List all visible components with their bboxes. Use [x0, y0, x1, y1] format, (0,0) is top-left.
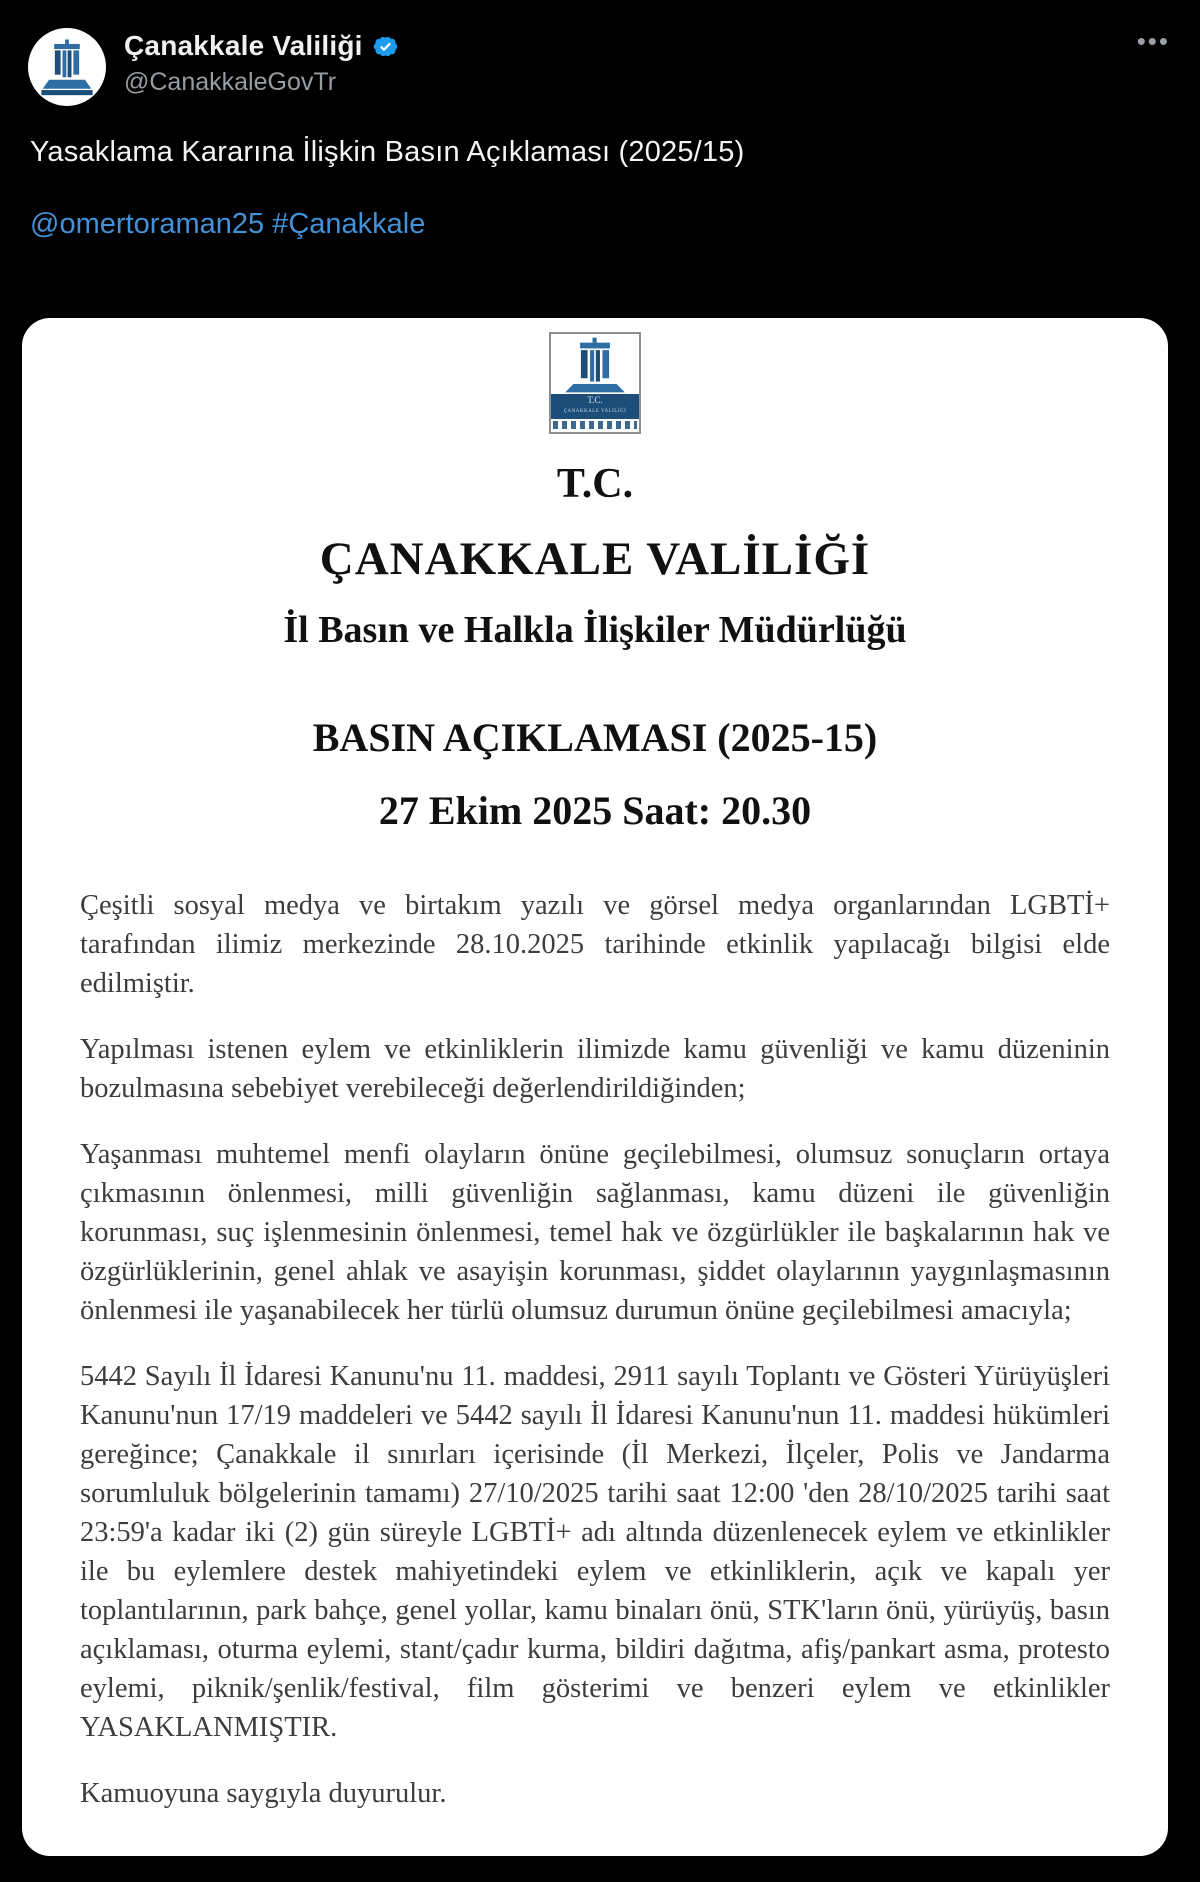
avatar[interactable]	[28, 28, 106, 106]
author-name[interactable]: Çanakkale Valiliği	[124, 30, 363, 61]
tweet-header	[28, 28, 1172, 106]
doc-paragraph: 5442 Sayılı İl İdaresi Kanunu'nu 11. maddesi, 2911 sayılı Toplantı ve Gösteri Yürüyüşleri Kanunu'nun 17/19 maddeleri ve 5442 sayılı İl İdaresi Kanunu'nun 11. maddesi hükümleri gereğince; Çanakkale il sınırları içerisinde (İl Merkezi, İlçeler, Polis ve Jandarma sorumluluk bölgelerinin tamamı) 27/10/2025 tarihi saat 12:00 'den 28/10/2025 tarihi saat 23:59'a kadar iki (2) gün süreyle LGBTİ+ adı altında düzenlenecek eylem ve etkinlikler ile bu eylemlere destek mahiyetindeki eylem ve etkinliklerin, açık ve kapalı yer toplantılarının, park bahçe, genel yollar, kamu binaları önü, STK'ların önü, yürüyüş, basın açıklaması, oturma eylemi, stant/çadır kurma, bildiri dağıtma, afiş/pankart asma, protesto eylemi, piknik/şenlik/festival, film gösterimi ve benzeri eylem ve etkinlikler YASAKLANMIŞTIR.	[80, 1361, 1110, 1743]
doc-paragraph: Yapılması istenen eylem ve etkinliklerin ilimizde kamu güvenliği ve kamu düzeninin bozulmasına sebebiyet verebileceği değerlendirildiğinden;	[80, 1034, 1110, 1104]
author-block	[124, 28, 399, 97]
doc-heading-department: İl Basın ve Halkla İlişkiler Müdürlüğü	[283, 609, 907, 651]
doc-paragraph: Kamuoyuna saygıyla duyurulur.	[80, 1778, 447, 1809]
seal-band	[551, 394, 639, 419]
seal-caption: ÇANAKKALE VALİLİĞİ	[563, 409, 627, 414]
hashtag-link[interactable]: #Çanakkale	[272, 208, 426, 240]
more-options-icon[interactable]: •••	[1136, 26, 1170, 56]
seal-tc-label: T.C.	[587, 395, 603, 405]
doc-paragraph: Yaşanması muhtemel menfi olayların önüne geçilebilmesi, olumsuz sonuçların ortaya çıkmasının önlenmesi, milli güvenliğin sağlanması, kamu düzeni ile güvenliğin korunması, suç işlenmesinin önlenmesi, temel hak ve özgürlükler ile başkalarının hak ve özgürlüklerinin, genel ahlak ve asayişin korunması, şiddet olaylarının yaygınlaşmasının önlenmesi ile yaşanabilecek her türlü olumsuz durumun önüne geçilebilmesi amacıyla;	[80, 1139, 1110, 1326]
monument-graphic-icon	[553, 336, 637, 394]
press-release-image[interactable]	[22, 318, 1168, 1856]
governorship-seal-icon	[549, 332, 641, 434]
doc-heading-release: BASIN AÇIKLAMASI (2025-15)	[312, 715, 878, 760]
tweet-links	[30, 208, 1170, 241]
doc-heading-office: ÇANAKKALE VALİLİĞİ	[319, 533, 871, 585]
doc-body	[60, 886, 1130, 1813]
verified-badge-icon	[372, 33, 399, 60]
mention-link[interactable]: @omertoraman25	[30, 208, 265, 240]
canakkale-monument-logo-icon	[35, 35, 99, 99]
author-handle[interactable]: @CanakkaleGovTr	[124, 68, 337, 96]
doc-heading-datetime: 27 Ekim 2025 Saat: 20.30	[378, 788, 812, 833]
seal-waves	[553, 421, 637, 429]
tweet-text: Yasaklama Kararına İlişkin Basın Açıklaması (2025/15)	[30, 136, 745, 168]
doc-paragraph: Çeşitli sosyal medya ve birtakım yazılı ve görsel medya organlarından LGBTİ+ tarafından ilimiz merkezinde 28.10.2025 tarihinde etkinlik yapılacağı bilgisi elde edilmiştir.	[80, 890, 1110, 999]
doc-heading-tc: T.C.	[556, 461, 634, 507]
